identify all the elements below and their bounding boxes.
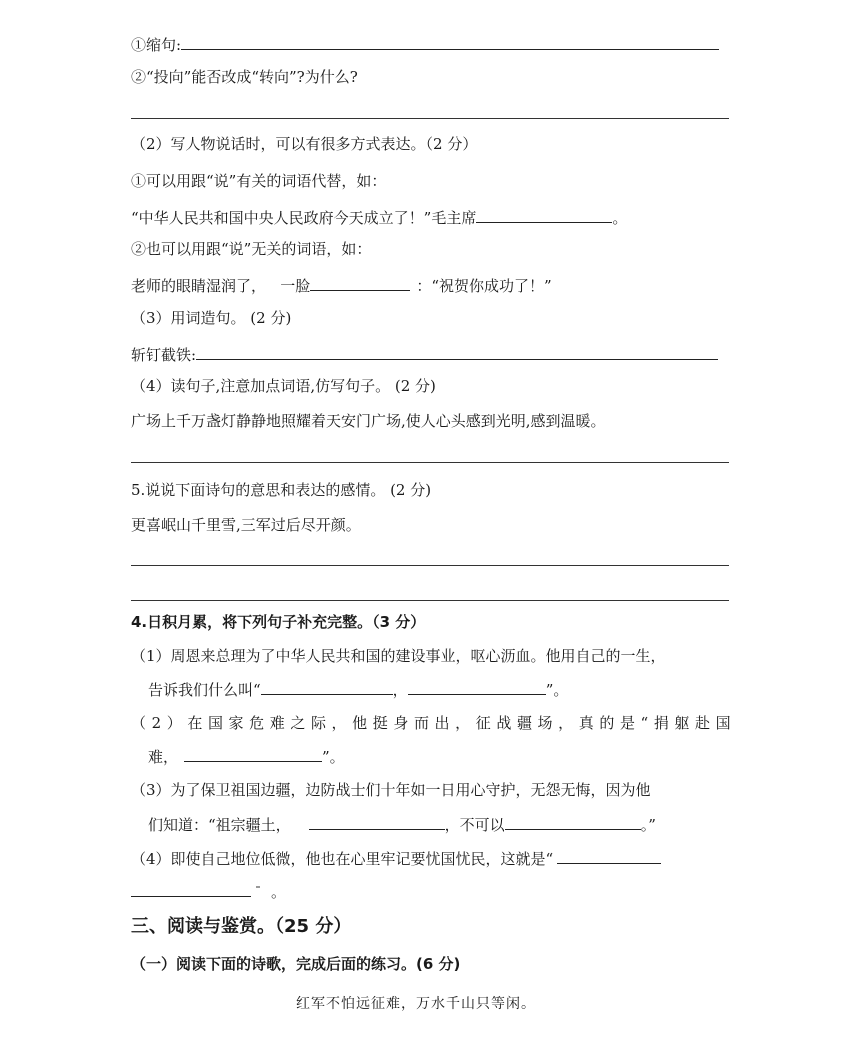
answer-line[interactable] [131, 600, 729, 601]
question-4-sentence: 广场上千万盏灯静静地照耀着天安门广场,使人心头感到光明,感到温暖。 [131, 412, 606, 430]
item-1-blank-2[interactable] [408, 678, 546, 695]
item-3-text: 们知道：“祖宗疆土， [148, 816, 291, 834]
question-2-sub2: ②也可以用跟“说”无关的词语，如： [131, 240, 372, 258]
shrink-sentence-label: ①缩句: [131, 36, 182, 54]
section-4-title: 4.日积月累，将下列句子补充完整。（3 分） [131, 613, 426, 631]
section-4-item-2-line-2 [148, 745, 345, 768]
answer-line[interactable] [131, 565, 729, 566]
item-3-blank-2[interactable] [505, 813, 641, 830]
question-2-title: （2）写人物说话时，可以有很多方式表达。（2 分） [131, 135, 478, 153]
example-2-end: ：“祝贺你成功了！” [416, 277, 552, 295]
section-4-item-4-line-1 [131, 847, 661, 870]
item-1-end: ”。 [545, 681, 569, 699]
question-5-title: 5.说说下面诗句的意思和表达的感情。 (2 分) [131, 481, 432, 499]
question-2-example-1 [131, 206, 627, 229]
item-3-end: 。” [640, 816, 656, 834]
question-4-title: （4）读句子,注意加点词语,仿写句子。 (2 分) [131, 377, 436, 395]
example-1-text: “中华人民共和国中央人民政府今天成立了！”毛主席 [131, 209, 477, 227]
section-3-part-1-title: （一）阅读下面的诗歌，完成后面的练习。(6 分) [131, 955, 461, 973]
question-2-sub1: ①可以用跟“说”有关的词语代替，如： [131, 172, 387, 190]
section-4-item-2-line-1: （2）在国家危难之际，他挺身而出，征战疆场，真的是“捐躯赴国 [131, 714, 737, 732]
section-3-title: 三、阅读与鉴赏。（25 分） [131, 916, 352, 937]
item-3-blank-1[interactable] [309, 813, 445, 830]
section-4-item-3-line-2 [148, 813, 656, 836]
example-2-text: 老师的眼睛湿润了， 一脸 [131, 277, 311, 295]
section-4-item-1-line-2 [148, 678, 568, 701]
poem-first-line: 红军不怕远征难，万水千山只等闲。 [296, 996, 536, 1012]
item-1-comma: ， [392, 681, 408, 699]
word-sentence-item [131, 343, 718, 366]
item-1-blank-1[interactable] [261, 678, 393, 695]
item-4-text: （4）即使自己地位低微，他也在心里牢记要忧国忧民，这就是“ [131, 850, 554, 868]
word-label: 斩钉截铁: [131, 346, 197, 364]
answer-line[interactable] [131, 118, 729, 119]
question-3-title: （3）用词造句。 (2 分) [131, 309, 292, 327]
example-1-end: 。 [612, 209, 628, 227]
shrink-sentence-blank[interactable] [181, 33, 719, 50]
question-change-word: ②“投向”能否改成“转向”?为什么? [131, 68, 358, 86]
item-4-blank-2[interactable] [131, 880, 251, 897]
item-2-text: 难， [148, 748, 179, 766]
answer-line[interactable] [131, 462, 729, 463]
section-4-item-1-line-1: （1）周恩来总理为了中华人民共和国的建设事业，呕心沥血。他用自己的一生， [131, 647, 666, 665]
item-2-end: ”。 [322, 748, 345, 766]
section-4-item-4-line-2 [131, 880, 286, 903]
item-3-mid: ，不可以 [444, 816, 505, 834]
word-sentence-blank[interactable] [196, 343, 718, 360]
section-4-item-3-line-1: （3）为了保卫祖国边疆，边防战士们十年如一日用心守护，无怨无悔，因为他 [131, 781, 651, 799]
example-2-blank[interactable] [310, 274, 410, 291]
item-4-end: 。 [271, 883, 287, 901]
item-1-text: 告诉我们什么叫“ [148, 681, 261, 699]
question-5-poem-line: 更喜岷山千里雪,三军过后尽开颜。 [131, 516, 361, 534]
item-2-blank[interactable] [184, 745, 322, 762]
ink-mark [256, 886, 260, 888]
shrink-sentence-item [131, 33, 719, 56]
question-2-example-2 [131, 274, 552, 297]
item-4-blank-1[interactable] [557, 847, 661, 864]
example-1-blank[interactable] [476, 206, 612, 223]
